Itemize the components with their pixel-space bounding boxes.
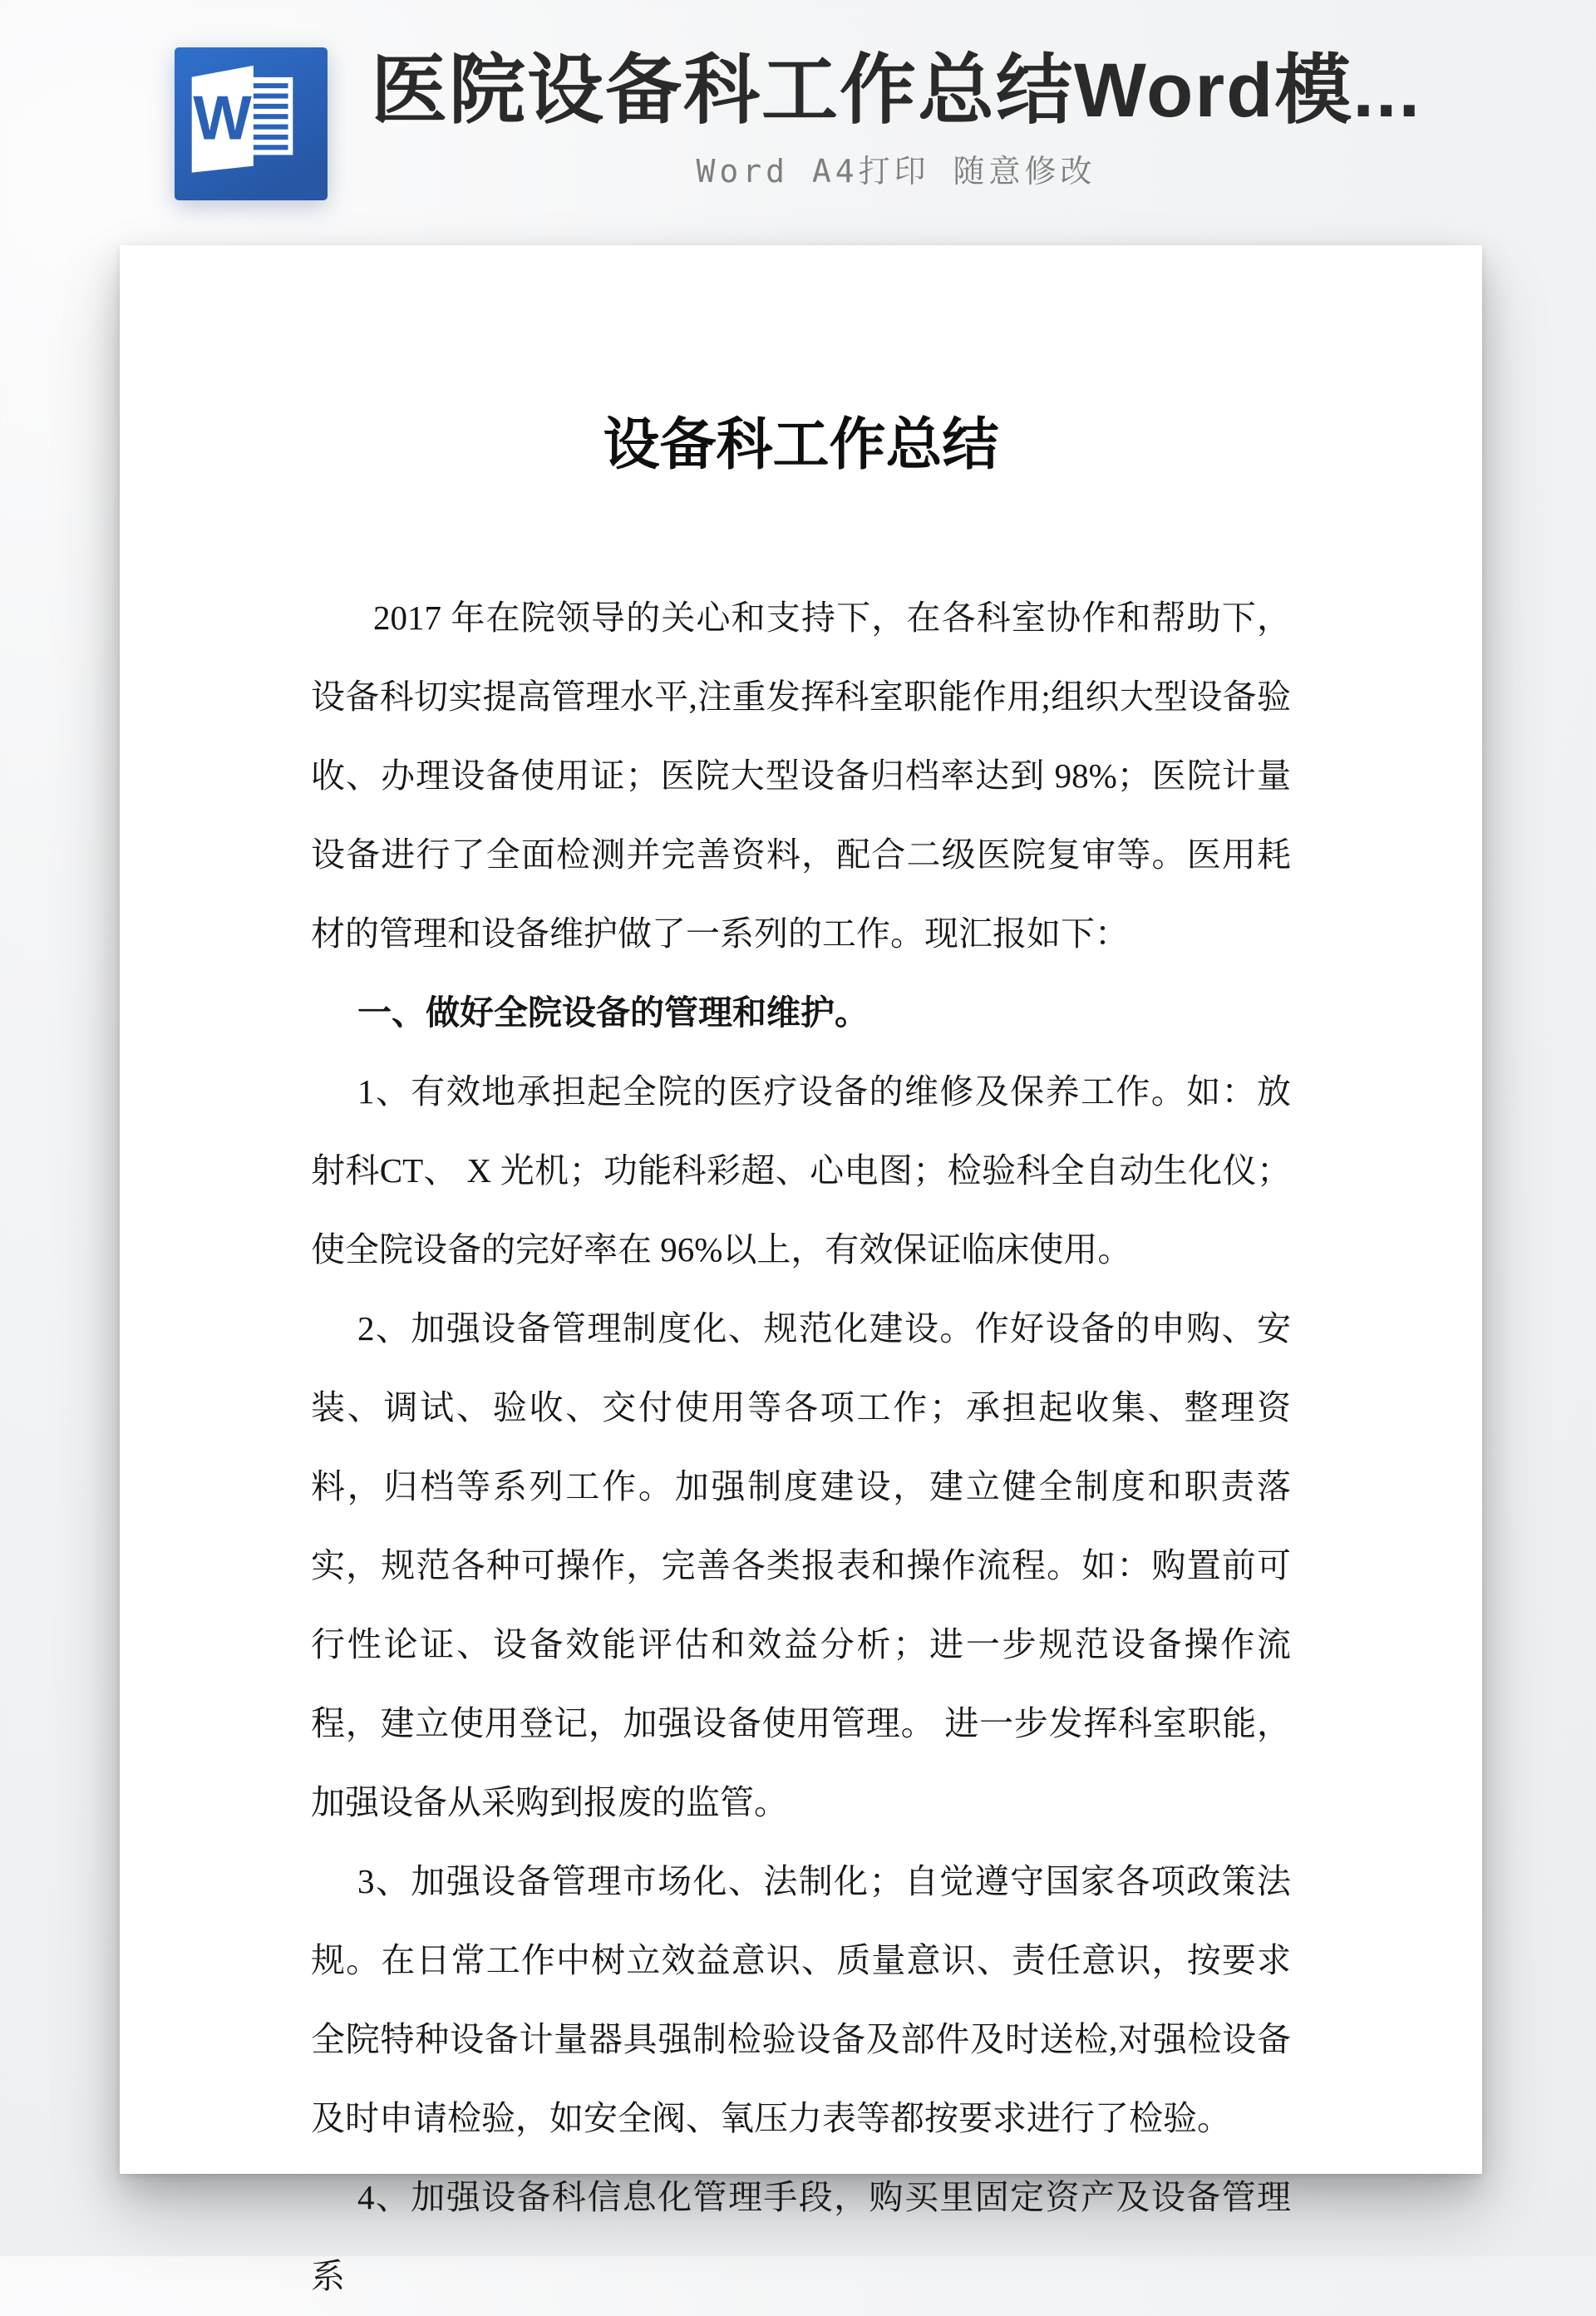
document-page: [120, 245, 1482, 2296]
header-text-block: [371, 47, 1421, 191]
header: [0, 47, 1596, 200]
doc-paragraph-item-1: 1、有效地承担起全院的医疗设备的维修及保养工作。如：放射科CT、 X 光机；功能科彩超、心电图；检验科全自动生化仪；使全院设备的完好率在 96%以上，有效保证临床使用。: [311, 1072, 1291, 1269]
doc-paragraph-item-3: 3、加强设备管理市场化、法制化；自觉遵守国家各项政策法规。在日常工作中树立效益意识、质量意识、责任意识，按要求全院特种设备计量器具强制检验设备及部件及时送检,对强检设备及时申请检验，如安全阀、氧压力表等都按要求进行了检验。: [311, 1862, 1291, 2138]
word-icon-letter: W: [193, 82, 252, 153]
doc-body: [311, 579, 1291, 2316]
doc-paragraph-item-2: 2、加强设备管理制度化、规范化建设。作好设备的申购、安装、调试、验收、交付使用等各项工作；承担起收集、整理资料，归档等系列工作。加强制度建设，建立健全制度和职责落实，规范各种可操作，完善各类报表和操作流程。如：购置前可行性论证、设备效能评估和效益分析；进一步规范设备操作流程，建立使用登记，加强设备使用管理。 进一步发挥科室职能，加强设备从采购到报废的监管。: [311, 1309, 1291, 1822]
doc-paragraph-item-4: 4、加强设备科信息化管理手段，购买里固定资产及设备管理系: [311, 2178, 1291, 2296]
template-title: 医院设备科工作总结Word模...: [370, 48, 1422, 133]
doc-title: 设备科工作总结: [603, 413, 999, 476]
word-icon: [175, 47, 328, 200]
word-icon-graphic: [175, 47, 328, 200]
template-subtitle: Word A4打印 随意修改: [696, 152, 1096, 190]
doc-paragraph-intro: 2017 年在院领导的关心和支持下，在各科室协作和帮助下，设备科切实提高管理水平,注重发挥科室职能作用;组织大型设备验收、办理设备使用证；医院大型设备归档率达到 98%；医院计量设备进行了全面检测并完善资料，配合二级医院复审等。医用耗材的管理和设备维护做了一系列的工作。现汇报如下：: [311, 599, 1291, 954]
doc-paragraph-heading-1: 一、做好全院设备的管理和维护。: [357, 993, 869, 1032]
